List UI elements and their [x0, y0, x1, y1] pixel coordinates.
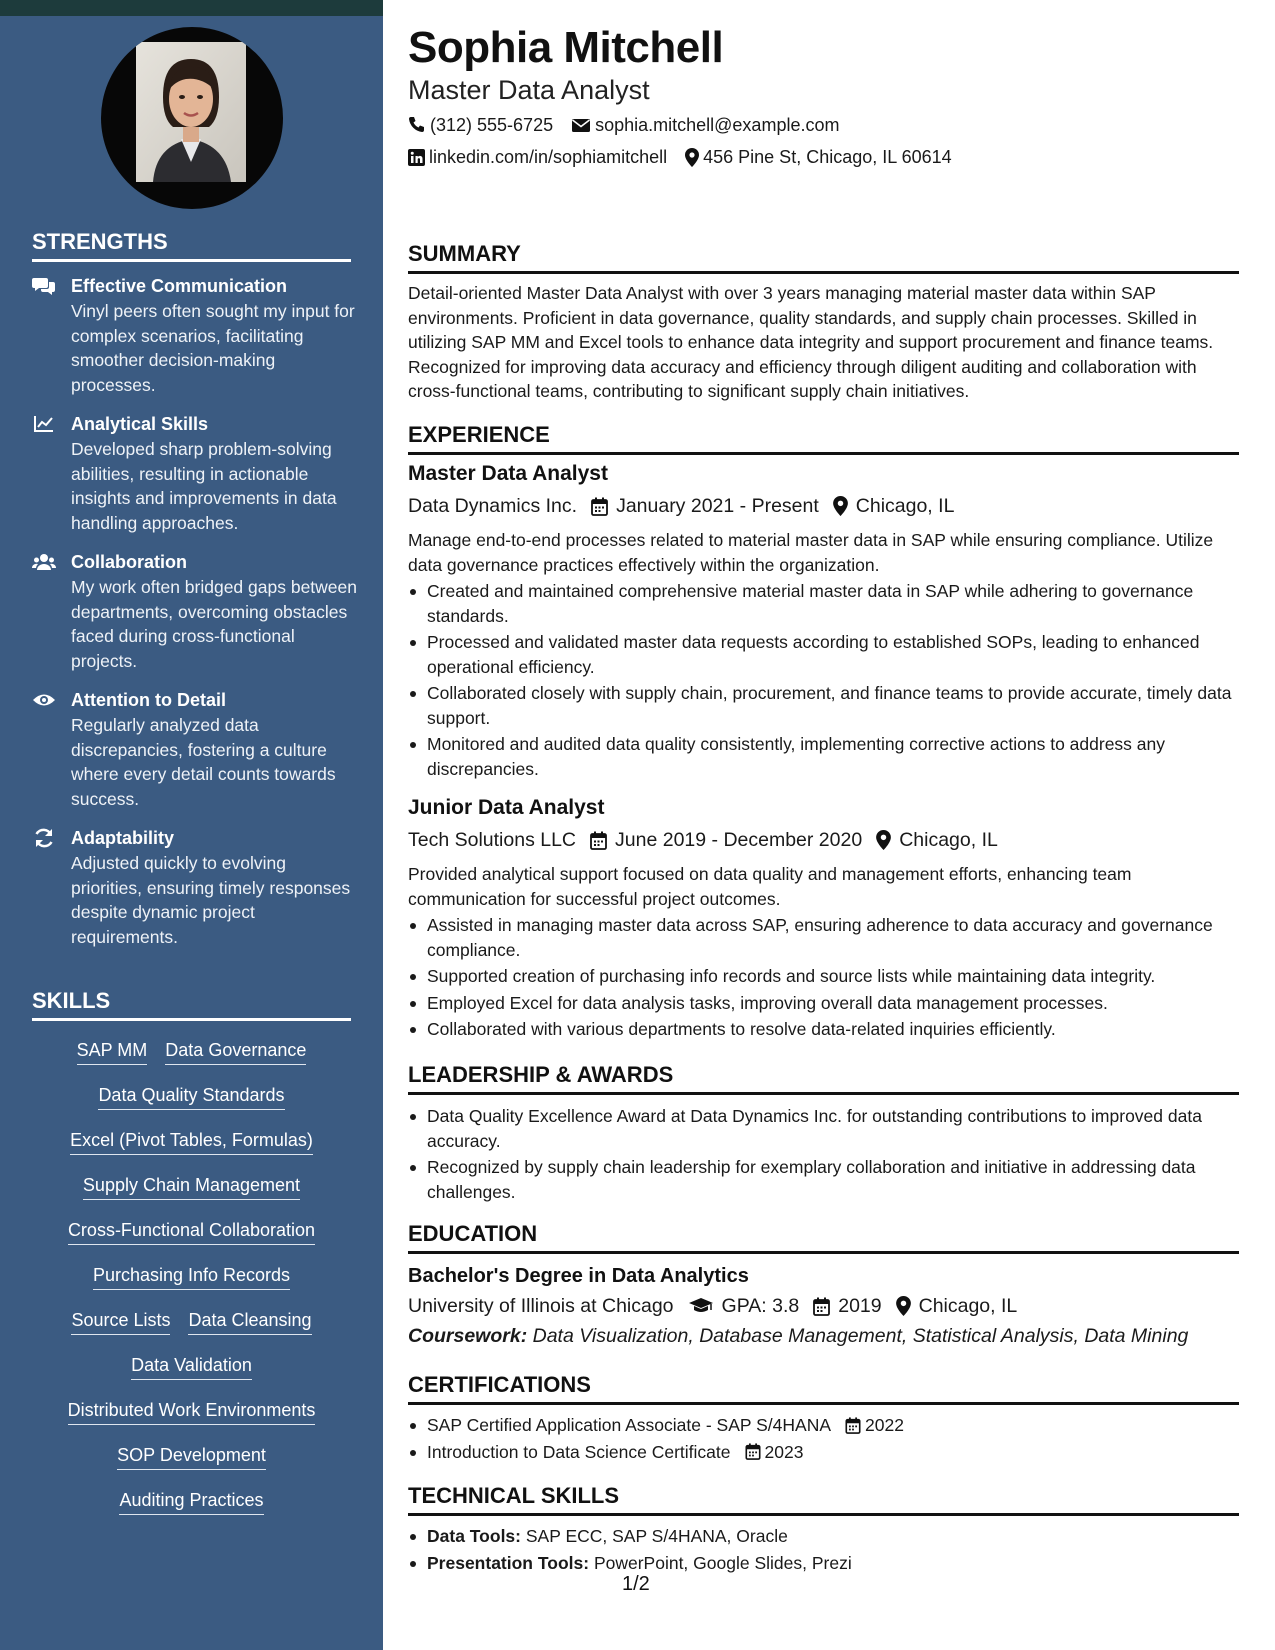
skills-row	[32, 1127, 351, 1155]
candidate-role: Master Data Analyst	[408, 75, 650, 105]
eye-icon	[32, 689, 56, 711]
skill-tag: Purchasing Info Records	[93, 1262, 290, 1290]
strength-title: Effective Communication	[71, 276, 288, 296]
tech-skill-value: SAP ECC, SAP S/4HANA, Oracle	[525, 1526, 788, 1546]
profile-photo	[101, 27, 283, 209]
tech-skill-label: Data Tools:	[427, 1526, 521, 1546]
list-item: Employed Excel for data analysis tasks, improving overall data management processes.	[408, 991, 1243, 1016]
certification-year: 2022	[865, 1415, 904, 1435]
strength-item	[32, 550, 362, 670]
contact-row	[408, 113, 857, 137]
skill-tag: Data Validation	[131, 1352, 252, 1380]
calendar-icon	[813, 1297, 830, 1316]
graduation-year: 2019	[838, 1295, 882, 1317]
strengths-heading: STRENGTHS	[32, 229, 351, 262]
job-title: Master Data Analyst	[408, 462, 608, 485]
list-item: Processed and validated master data requests according to established SOPs, leading to enhanced operational efficiency.	[408, 630, 1243, 679]
strength-description: Regularly analyzed data discrepancies, fostering a culture where every detail counts towards success.	[71, 715, 336, 809]
list-item: Collaborated with various departments to resolve data-related inquiries efficiently.	[408, 1017, 1243, 1042]
skill-tag: Data Governance	[165, 1037, 306, 1065]
list-item: Monitored and audited data quality consistently, implementing corrective actions to address any discrepancies.	[408, 732, 1243, 781]
job-dates: June 2019 - December 2020	[615, 829, 863, 851]
strength-item	[32, 688, 362, 808]
users-icon	[32, 551, 56, 573]
job-dates: January 2021 - Present	[616, 495, 819, 517]
coursework-list: Data Visualization, Database Management, Statistical Analysis, Data Mining	[532, 1325, 1189, 1347]
map-marker-icon	[685, 148, 699, 167]
skills-row	[32, 1487, 351, 1515]
map-marker-icon	[896, 1296, 911, 1316]
company-name: Data Dynamics Inc.	[408, 495, 578, 517]
skill-tag: Data Quality Standards	[98, 1082, 284, 1110]
address-contact	[685, 145, 952, 169]
degree-title: Bachelor's Degree in Data Analytics	[408, 1265, 749, 1287]
certification-name: SAP Certified Application Associate - SAP S/4HANA	[427, 1415, 832, 1435]
skills-row	[32, 1262, 351, 1290]
list-item: Created and maintained comprehensive material master data in SAP while adhering to governance standards.	[408, 579, 1243, 628]
skill-tag: SOP Development	[117, 1442, 266, 1470]
skill-tag: Source Lists	[71, 1307, 170, 1335]
graduation-cap-icon	[688, 1297, 714, 1315]
job-summary: Manage end-to-end processes related to material master data in SAP while ensuring compliance. Utilize data governance practices effectively within the organization.	[408, 530, 1214, 575]
list-item: Recognized by supply chain leadership for exemplary collaboration and initiative in addressing data challenges.	[408, 1155, 1243, 1204]
chart-line-icon	[32, 413, 56, 435]
list-item	[408, 1551, 1243, 1576]
email-contact[interactable]	[571, 113, 839, 137]
calendar-icon	[590, 831, 607, 850]
skills-row	[32, 1082, 351, 1110]
tech-skill-value: PowerPoint, Google Slides, Prezi	[593, 1552, 852, 1573]
sidebar	[0, 0, 383, 1650]
gpa: GPA: 3.8	[721, 1295, 800, 1317]
skills-row	[32, 1172, 351, 1200]
address-text: 456 Pine St, Chicago, IL 60614	[703, 147, 952, 167]
map-marker-icon	[876, 830, 891, 850]
job-bullets	[408, 913, 1243, 1044]
calendar-icon	[591, 497, 608, 516]
skills-row	[32, 1397, 351, 1425]
strength-title: Analytical Skills	[71, 414, 209, 434]
skills-row	[32, 1037, 351, 1065]
technical-skills-heading: TECHNICAL SKILLS	[408, 1482, 1239, 1516]
school-name: University of Illinois at Chicago	[408, 1295, 674, 1317]
leadership-bullets	[408, 1104, 1243, 1206]
skill-tag: Auditing Practices	[119, 1487, 263, 1515]
strength-item	[32, 826, 362, 946]
coursework-label: Coursework:	[408, 1325, 528, 1347]
certifications-heading: CERTIFICATIONS	[408, 1371, 1239, 1405]
phone-icon	[408, 116, 426, 134]
leadership-heading: LEADERSHIP & AWARDS	[408, 1061, 1239, 1095]
summary-text: Detail-oriented Master Data Analyst with over 3 years managing material master data within SAP environments. Proficient in data governance, quality standards, and supply chain processes. Skilled in utilizing SAP MM and Excel tools to enhance data integrity and support procurement and finance teams. Recognized for improving data accuracy and efficiency through diligent auditing and collaboration with cross-functional teams, contributing to significant supply chain initiatives.	[408, 283, 1214, 401]
tech-skill-label: Presentation Tools:	[427, 1552, 590, 1573]
envelope-icon	[571, 117, 591, 133]
job-bullets	[408, 579, 1243, 783]
comments-icon	[32, 275, 56, 297]
job-summary: Provided analytical support focused on data quality and management efforts, enhancing team communication for successful project outcomes.	[408, 864, 1132, 909]
phone-contact[interactable]	[408, 113, 553, 137]
job-meta	[408, 826, 998, 854]
summary-heading: SUMMARY	[408, 240, 1239, 274]
strength-description: Vinyl peers often sought my input for complex scenarios, facilitating smoother decision-making processes.	[71, 301, 355, 395]
job-title: Junior Data Analyst	[408, 796, 605, 819]
contact-row	[408, 145, 970, 169]
coursework	[408, 1322, 1188, 1350]
experience-heading: EXPERIENCE	[408, 421, 1239, 455]
education-meta	[408, 1292, 1017, 1320]
list-item	[408, 1413, 1243, 1438]
education-heading: EDUCATION	[408, 1220, 1239, 1254]
strength-title: Adaptability	[71, 828, 175, 848]
job-location: Chicago, IL	[855, 495, 955, 517]
list-item: Collaborated closely with supply chain, procurement, and finance teams to provide accurate, timely data support.	[408, 681, 1243, 730]
certification-year: 2023	[764, 1441, 804, 1462]
skill-tag: SAP MM	[77, 1037, 148, 1065]
email-text: sophia.mitchell@example.com	[595, 115, 840, 135]
list-item: Assisted in managing master data across SAP, ensuring adherence to data accuracy and governance compliance.	[408, 913, 1243, 962]
page-number: 1/2	[622, 1573, 650, 1595]
skills-row	[32, 1307, 351, 1335]
calendar-icon	[745, 1443, 761, 1460]
strength-description: Developed sharp problem-solving abilities, resulting in actionable insights and improvements in data handling approaches.	[71, 439, 337, 533]
skills-heading: SKILLS	[32, 988, 351, 1021]
list-item	[408, 1524, 1243, 1549]
map-marker-icon	[833, 496, 848, 516]
skill-tag: Cross-Functional Collaboration	[68, 1217, 315, 1245]
list-item: Data Quality Excellence Award at Data Dynamics Inc. for outstanding contributions to improved data accuracy.	[408, 1104, 1243, 1153]
skill-tag: Data Cleansing	[188, 1307, 311, 1335]
skills-row	[32, 1217, 351, 1245]
company-name: Tech Solutions LLC	[408, 829, 577, 851]
linkedin-contact[interactable]	[408, 145, 667, 169]
strength-item	[32, 412, 362, 532]
strength-description: My work often bridged gaps between departments, overcoming obstacles faced during cross-functional projects.	[71, 577, 357, 671]
skills-row	[32, 1352, 351, 1380]
linkedin-text: linkedin.com/in/sophiamitchell	[429, 147, 668, 167]
linkedin-icon	[408, 149, 425, 166]
list-item	[408, 1440, 1243, 1465]
technical-skills-list	[408, 1524, 1243, 1577]
strength-item	[32, 274, 362, 394]
skill-tag: Supply Chain Management	[83, 1172, 300, 1200]
certification-name: Introduction to Data Science Certificate	[427, 1441, 731, 1462]
skill-tag: Excel (Pivot Tables, Formulas)	[70, 1127, 313, 1155]
strength-description: Adjusted quickly to evolving priorities, ensuring timely responses despite dynamic project requirements.	[71, 853, 351, 947]
list-item: Supported creation of purchasing info records and source lists while maintaining data integrity.	[408, 964, 1243, 989]
certifications-list	[408, 1413, 1243, 1466]
candidate-name: Sophia Mitchell	[408, 23, 724, 72]
sync-icon	[32, 827, 56, 849]
strength-title: Attention to Detail	[71, 690, 226, 710]
phone-text: (312) 555-6725	[430, 115, 554, 135]
education-location: Chicago, IL	[918, 1295, 1018, 1317]
job-meta	[408, 492, 954, 520]
calendar-icon	[845, 1417, 861, 1434]
strength-title: Collaboration	[71, 552, 187, 572]
skill-tag: Distributed Work Environments	[68, 1397, 316, 1425]
job-location: Chicago, IL	[899, 829, 998, 851]
sidebar-top-bar	[0, 0, 383, 16]
skills-row	[32, 1442, 351, 1470]
